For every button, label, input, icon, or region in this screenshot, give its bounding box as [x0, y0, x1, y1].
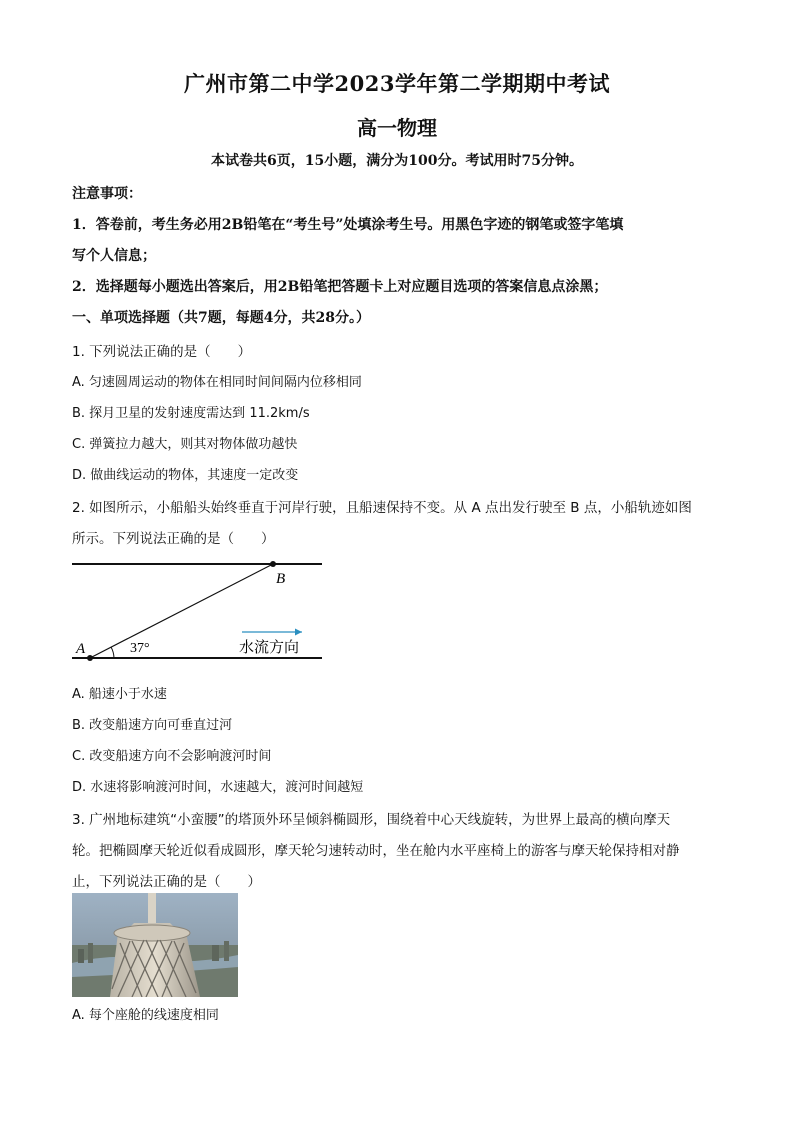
photo-antenna: [148, 893, 156, 927]
q2-stem-line-1: 2. 如图所示，小船船头始终垂直于河岸行驶，且船速保持不变。从 A 点出发行驶至 B 点，小船轨迹如图: [72, 500, 692, 516]
label-b: B: [276, 571, 286, 587]
water-flow-label: 水流方向: [239, 638, 300, 656]
q2-stem-line-2: 所示。下列说法正确的是（ ）: [72, 531, 275, 547]
q2-option-d: D. 水速将影响渡河时间，水速越大，渡河时间越短: [72, 780, 364, 795]
point-a-dot: [87, 655, 93, 661]
water-flow-arrowhead: [295, 629, 302, 636]
point-b-dot: [270, 561, 276, 567]
notice-item-1-line-1: 1．答卷前，考生务必用2B铅笔在“考生号”处填涂考生号。用黑色字迹的钢笔或签字笔填: [72, 217, 624, 233]
notice-heading: 注意事项：: [72, 186, 142, 202]
angle-arc: [111, 647, 114, 658]
exam-title: 广州市第二中学2023学年第二学期期中考试: [184, 71, 610, 96]
exam-subject: 高一物理: [357, 116, 437, 140]
q3-option-a: A. 每个座舱的线速度相同: [72, 1008, 219, 1023]
q3-stem-line-1: 3. 广州地标建筑“小蛮腰”的塔顶外环呈倾斜椭圆形，围绕着中心天线旋转，为世界上最高的横向摩天: [72, 812, 671, 828]
notice-item-2: 2．选择题每小题选出答案后，用2B铅笔把答题卡上对应题目选项的答案信息点涂黑；: [72, 279, 608, 295]
angle-label: 37°: [130, 641, 150, 656]
q3-stem-line-2: 轮。把椭圆摩天轮近似看成圆形，摩天轮匀速转动时，坐在舱内水平座椅上的游客与摩天轮保持相对静: [72, 843, 680, 859]
q2-option-a: A. 船速小于水速: [72, 687, 167, 702]
q1-option-c: C. 弹簧拉力越大，则其对物体做功越快: [72, 437, 298, 452]
q2-option-c: C. 改变船速方向不会影响渡河时间: [72, 749, 272, 764]
q2-option-b: B. 改变船速方向可垂直过河: [72, 718, 233, 733]
canton-tower-photo: [72, 893, 238, 997]
section-1-heading: 一、单项选择题（共7题，每题4分，共28分。）: [72, 310, 370, 326]
q1-option-d: D. 做曲线运动的物体，其速度一定改变: [72, 468, 299, 483]
q1-option-a: A. 匀速圆周运动的物体在相同时间间隔内位移相同: [72, 375, 362, 390]
label-a: A: [76, 641, 86, 657]
q3-stem-line-3: 止，下列说法正确的是（ ）: [72, 874, 261, 890]
q1-option-b: B. 探月卫星的发射速度需达到 11.2km/s: [72, 406, 310, 421]
notice-item-1-line-2: 写个人信息；: [72, 248, 156, 264]
river-crossing-diagram: [70, 556, 330, 666]
photo-tower-body: [110, 933, 200, 997]
exam-info: 本试卷共6页，15小题，满分为100分。考试用时75分钟。: [211, 153, 583, 169]
q1-stem: 1. 下列说法正确的是（ ）: [72, 344, 252, 360]
